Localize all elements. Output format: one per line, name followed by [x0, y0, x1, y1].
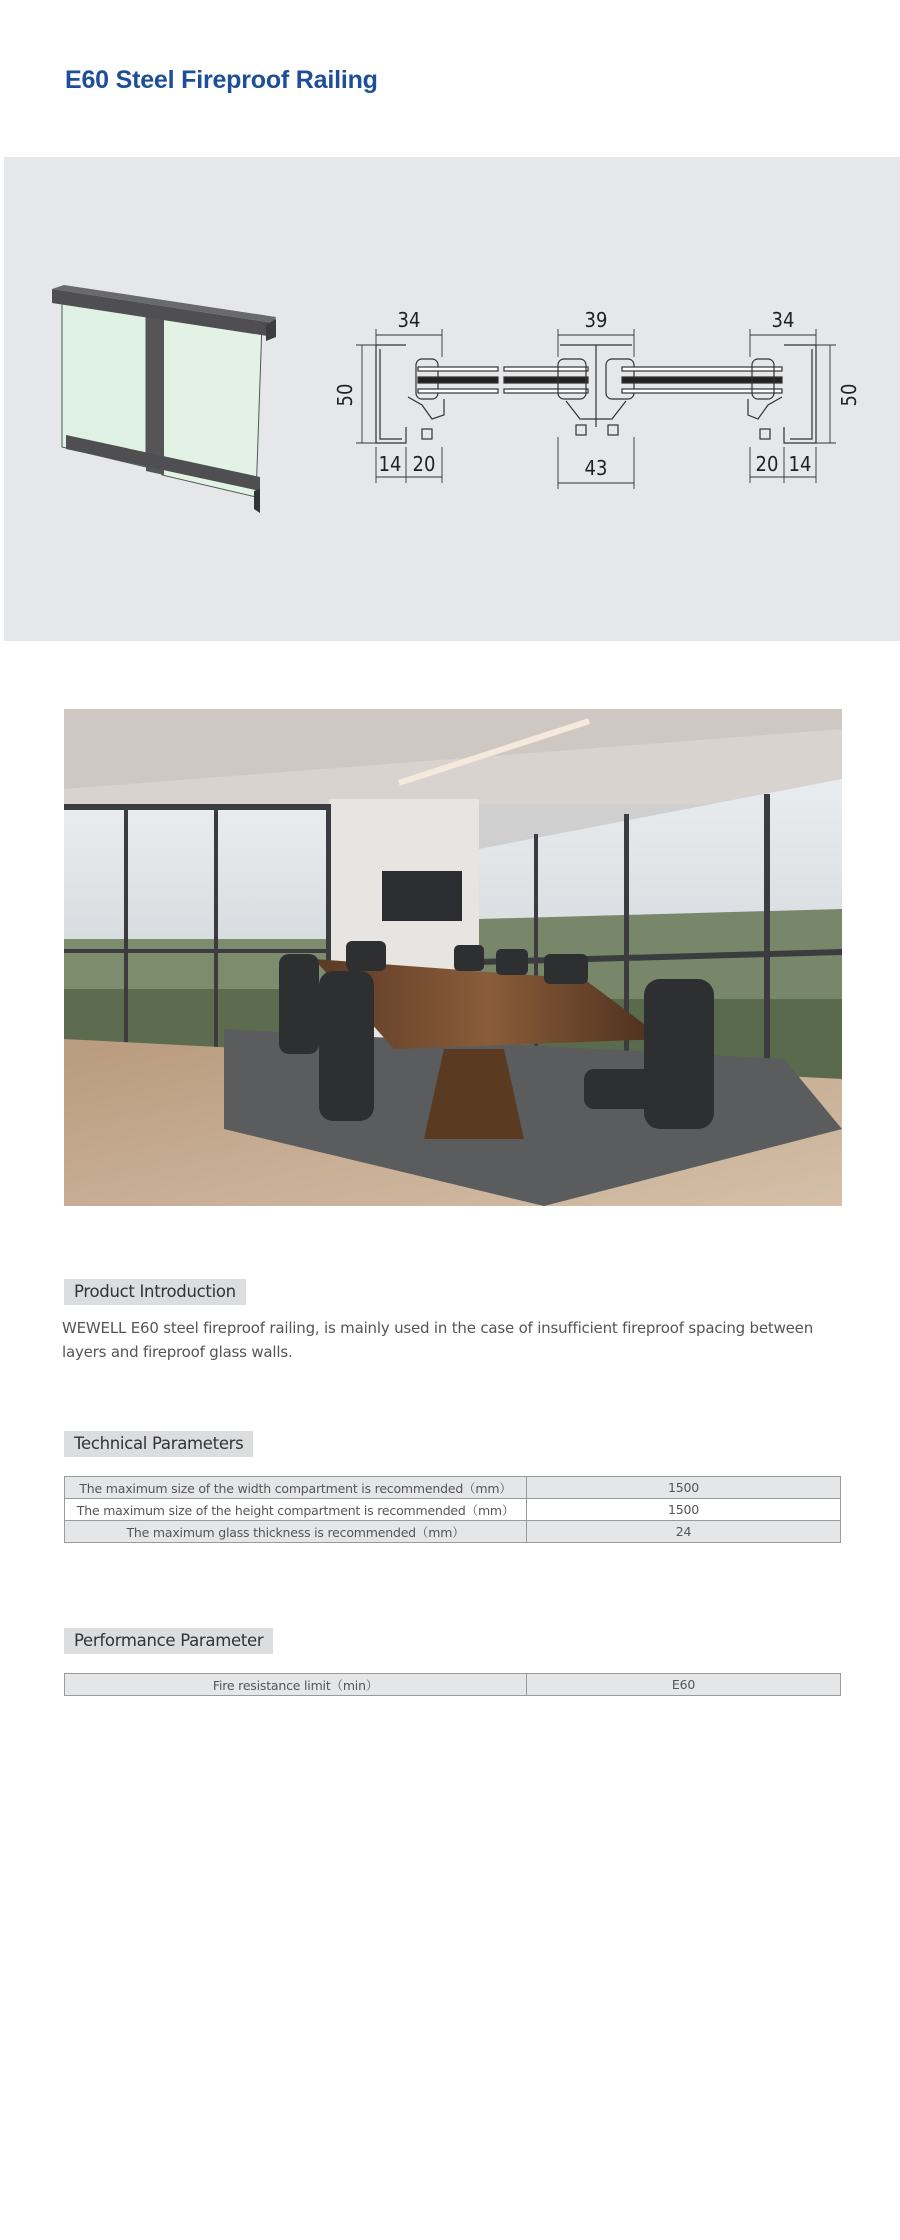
dim-right-top: 34 [771, 308, 795, 332]
left-profile [376, 345, 444, 443]
param-name: Fire resistance limit（min） [65, 1674, 527, 1696]
dim-left-bottom-a: 14 [378, 452, 402, 476]
dim-left-height: 50 [333, 383, 357, 407]
table-row [65, 1674, 841, 1696]
dim-center-bottom: 43 [584, 456, 608, 480]
product-introduction-heading: Product Introduction [64, 1279, 246, 1305]
table-row [65, 1477, 841, 1499]
center-profile [558, 345, 782, 435]
performance-parameter-table [64, 1673, 841, 1696]
dim-right-bottom-b: 14 [788, 452, 812, 476]
profile-drawing [4, 157, 900, 641]
param-name: The maximum size of the width compartment is recommended（mm） [65, 1477, 527, 1499]
param-value: 1500 [527, 1477, 841, 1499]
railing-3d-model [52, 285, 276, 513]
param-value: 24 [527, 1521, 841, 1543]
technical-drawing-panel [4, 157, 900, 641]
dim-right-height: 50 [837, 383, 861, 407]
page-title: E60 Steel Fireproof Railing [65, 66, 378, 94]
technical-parameters-heading: Technical Parameters [64, 1431, 253, 1457]
param-name: The maximum size of the height compartment is recommended（mm） [65, 1499, 527, 1521]
dim-left-bottom-b: 20 [412, 452, 436, 476]
dim-right-bottom-a: 20 [755, 452, 779, 476]
param-value: E60 [527, 1674, 841, 1696]
right-profile [748, 345, 816, 443]
param-name: The maximum glass thickness is recommended（mm） [65, 1521, 527, 1543]
dim-center-top: 39 [584, 308, 608, 332]
product-introduction-text: WEWELL E60 steel fireproof railing, is mainly used in the case of insufficient fireproof spacing between layers and fireproof glass walls. [62, 1319, 814, 1361]
conference-room-photo [64, 709, 842, 1206]
param-value: 1500 [527, 1499, 841, 1521]
table-row [65, 1521, 841, 1543]
table-row [65, 1499, 841, 1521]
technical-parameters-table [64, 1476, 841, 1543]
dim-left-top: 34 [397, 308, 421, 332]
performance-parameter-heading: Performance Parameter [64, 1628, 273, 1654]
glass-strip-left [418, 367, 588, 393]
